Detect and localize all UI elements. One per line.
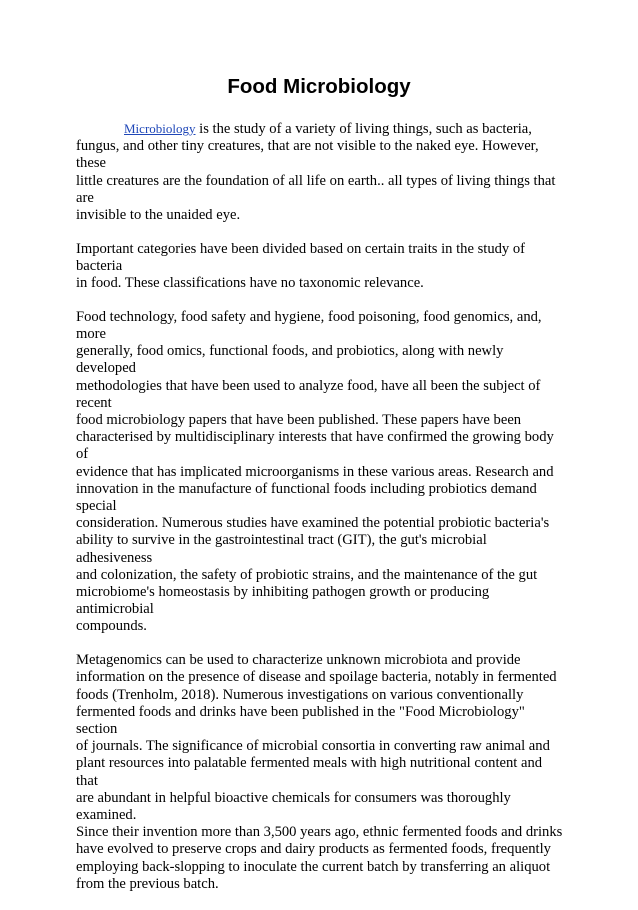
microbiology-link[interactable]: Microbiology (124, 121, 196, 136)
intro-paragraph (76, 120, 566, 224)
document-body (76, 120, 566, 910)
intro-text: is the study of a variety of living things, such as bacteria, fungus, and other tiny creatures, that are not visible to the naked eye. However, these little creatures are the foundation of all life on earth.. all types of living things that are invisible to the unaided eye. (76, 121, 556, 224)
paragraph-categories: Important categories have been divided based on certain traits in the study of bacteria in food. These classifications have no taxonomic relevance. (76, 240, 526, 292)
document-title: Food Microbiology (227, 75, 411, 98)
paragraph-metagenomics: Metagenomics can be used to characterize unknown microbiota and provide information on the presence of disease and spoilage bacteria, notably in fermented foods (Trenholm, 2018). Numerous investigations on various conventionally fermented foods and drinks have been published in the "Food Microbiology" section of journals. The significance of microbial consortia in converting raw animal and plant resources into palatable fermented meals with high nutritional content and that are abundant in helpful bioactive chemicals for consumers was thoroughly examined. Since their invention more than 3,500 years ago, ethnic fermented foods and drinks have evolved to preserve crops and dairy products as fermented foods, frequently employing back-slopping to inoculate the current batch by transferring an aliquot from the previous batch. (76, 652, 563, 892)
paragraph-food-technology: Food technology, food safety and hygiene, food poisoning, food genomics, and, more generally, food omics, functional foods, and probiotics, along with newly developed methodologies that have been used to analyze food, have all been the subject of recent food microbiology papers that have been published. These papers have been characterised by multidisciplinary interests that have confirmed the growing body of evidence that has implicated microorganisms in these various areas. Research and innovation in the manufacture of functional foods including probiotics demand special consideration. Numerous studies have examined the potential probiotic bacteria's ability to survive in the gastrointestinal tract (GIT), the gut's microbial adhesiveness and colonization, the safety of probiotic strains, and the maintenance of the gut microbiome's homeostasis by inhibiting pathogen growth or producing antimicrobial compounds. (76, 308, 554, 635)
